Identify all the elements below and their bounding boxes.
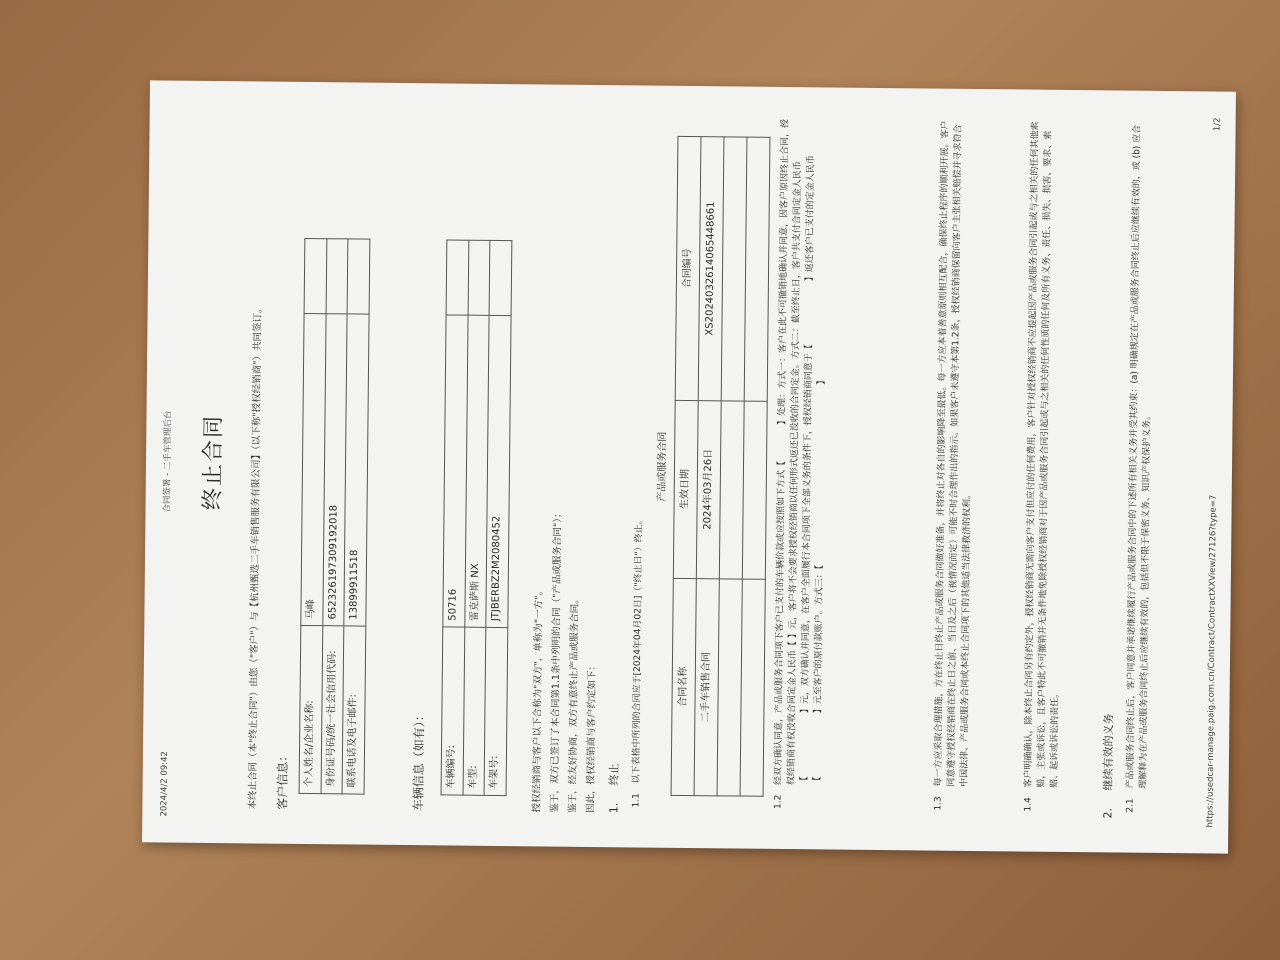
- customer-extra: [347, 239, 369, 314]
- customer-label: 个人姓名/企业名称:: [299, 626, 322, 794]
- intro-paragraph: 本终止合同（本"终止合同"）由您（"客户"）与【杭州甄选二手车销售服务有限公司】（以下称"授权经销商"）共同签订。: [247, 303, 264, 810]
- table-cell: [721, 137, 747, 401]
- section-title: 继续有效的义务: [1101, 713, 1116, 791]
- clause-number: 1.4: [1023, 797, 1034, 812]
- clause-text: 客户明确确认，除本终止合同另有约定外，授权经销商无需向客户支付但应付的任何费用，客户针对授权经销商不应提起因产品或服务合同引起或与之相关的任何其他索赔，主张或诉讼，且客户特此不可撤销并无条件地免除授权经销商对于因产品或服务合同引起或与之相关的任何性质的任何及所有义务、责任、损失、损害、要求、索赔、起诉或诉讼的责任。: [1023, 121, 1061, 788]
- clause-2-1: [1124, 121, 1157, 813]
- table-row: [342, 239, 369, 794]
- section-number: 1.: [607, 802, 621, 814]
- table-cell: 2024年03月26日: [696, 400, 721, 578]
- clause-1-3: [932, 119, 978, 811]
- clause-1-4: [1022, 120, 1068, 812]
- table-cell: XS2024032614065448661: [698, 137, 724, 401]
- customer-heading: 客户信息：: [275, 749, 291, 810]
- clause-text: 产品或服务合同终止后，客户同意并承诺继续履行产品或服务合同中的下述所有相关义务并受其约束：(a) 明确规定在产品或服务合同终止后应继续有效的，或 (b) 应合理解释为在产品或服务合同终止后应继续有效的，包括但不限于保密义务、知识产权保护义务。: [1125, 124, 1153, 789]
- customer-table: [299, 238, 370, 795]
- section-number: 2.: [1101, 807, 1115, 819]
- customer-value: 马峰: [301, 314, 326, 626]
- customer-value: 652326197309192018: [322, 314, 347, 626]
- table-cell: 二手车销售合同: [694, 578, 719, 796]
- print-header: [158, 107, 174, 817]
- column-header: 合同编号: [675, 136, 701, 400]
- clause-1-1: [630, 115, 650, 807]
- column-header: 生效日期: [673, 400, 698, 578]
- vehicle-table: [441, 239, 512, 796]
- vehicle-heading: 车辆信息（如有）：: [411, 709, 427, 812]
- contract-table: [671, 136, 771, 797]
- clause-number: 2.1: [1125, 798, 1136, 813]
- clause-text: 每一方应采取合理措施，方在终止日终止产品或服务合同做好准备，并将终止对各自的影响降至最低。每一方应本着善意原则相互配合，确保终止程序的顺利开展。客户同意遵守授权经销商在终止日之前、当日及之后（视情况而定）可能不时合理作出的指示。如果客户未遵守本第1.2条，授权经销商保留向客户主张相关赔偿并寻求符合中国法律、产品或服务合同或本终止合同项下的其他适当法律救济的权利。: [933, 120, 973, 787]
- vehicle-extra: [489, 240, 511, 315]
- clause-number: 1.3: [933, 796, 944, 811]
- recital-3: 因此，授权经销商与客户约定如下：: [585, 660, 598, 814]
- clause-1-2: [772, 117, 831, 810]
- section-title: 终止: [607, 763, 621, 786]
- table-cell: [717, 578, 742, 796]
- customer-label: 联系电话及电子邮件:: [342, 626, 365, 794]
- print-datetime: 2024/4/2 09:42: [159, 751, 170, 817]
- parties-definition: 授权经销商与客户以下合称为"双方"，单称为"一方"。: [531, 585, 545, 813]
- table-cell: [742, 401, 767, 579]
- vehicle-label: 车辆编号:: [441, 627, 464, 795]
- table-cell: [740, 579, 765, 797]
- section-1-heading: [606, 763, 622, 813]
- print-footer: [1204, 117, 1224, 827]
- contract-table-title: 产品或服务合同: [656, 431, 669, 502]
- document-title: 终止合同: [200, 413, 227, 511]
- customer-label: 身份证号码/统一社会信用代码:: [321, 626, 344, 794]
- customer-value: 13899911518: [344, 314, 369, 626]
- vehicle-value: 50716: [443, 315, 468, 627]
- section-2-heading: [1100, 713, 1117, 818]
- clause-text: 以下表格中所列的合同应于[2024年04月02日]（"终止日"）终止。: [631, 515, 645, 784]
- column-header: 合同名称: [671, 578, 696, 796]
- table-cell: [744, 137, 770, 401]
- clause-number: 1.2: [773, 794, 784, 810]
- page-content: [142, 80, 1236, 853]
- customer-extra: [326, 239, 348, 314]
- vehicle-value: JTJBERBZ2M2080452: [486, 316, 511, 628]
- clause-text: 经双方确认同意，产品或服务合同项下客户已支付的车辆价款或应按照如下方式【 】处理：方式一：客户在此不可撤销地确认并同意，因客户原因终止合同，授权经销商有权没收合同定金人民币【 】元，客户将不会要求授权经销商以任何形式返还已没收的合同定金。方式二：截至终止日，客户共支付合同定金人民币【 】元，双方确认并同意，在客户全面履行本合同项下全部义务的条件下，授权经销商同意于【 】返还客户已支付的定金人民币【 】元至客户的原付款账户。方式三：【 】: [773, 118, 828, 786]
- table-cell: [719, 400, 744, 578]
- print-system-name: 合同签署 - 二手车管理后台: [162, 410, 174, 513]
- vehicle-extra: [468, 240, 490, 315]
- table-row: [484, 240, 511, 795]
- vehicle-extra: [446, 240, 468, 315]
- vehicle-label: 车架号:: [484, 628, 507, 796]
- page-url: https://usedcar-manage.paig.com.cn/Contract/ContractXXView/27126?type=7: [1204, 494, 1219, 828]
- vehicle-value: 雷克萨斯 NX: [464, 315, 489, 627]
- recital-1: 鉴于，双方已签订了本合同第1.1条中列明的合同（"产品或服务合同"）；: [549, 508, 564, 813]
- customer-extra: [304, 238, 326, 313]
- clause-number: 1.1: [631, 793, 642, 808]
- vehicle-label: 车型:: [463, 627, 486, 795]
- document-page: [142, 80, 1236, 853]
- page-number: 1/2: [1212, 117, 1223, 132]
- recital-2: 鉴于，经友好协商，双方有意终止产品或服务合同。: [567, 594, 581, 813]
